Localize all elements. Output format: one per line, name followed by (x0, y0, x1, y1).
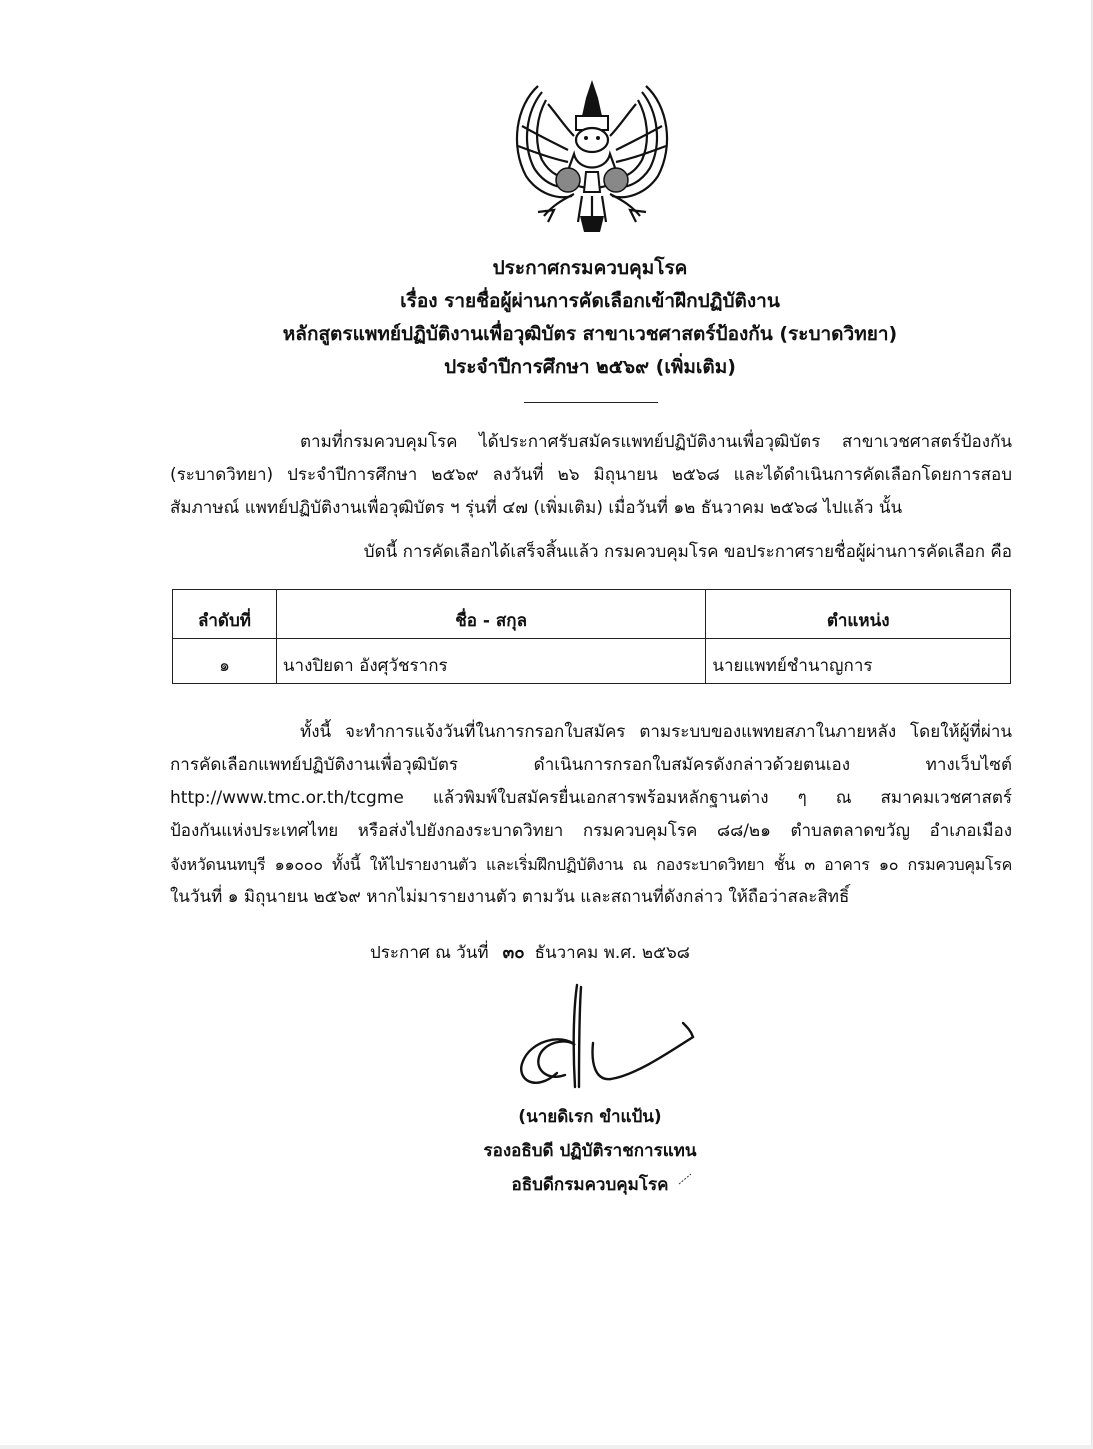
cell-name: นางปิยดา อังศุวัชรากร (276, 639, 705, 684)
paragraph-line: สัมภาษณ์ แพทย์ปฏิบัติงานเพื่อวุฒิบัตร ฯ รุ่นที่ ๔๗ (เพิ่มเติม) เมื่อวันที่ ๑๒ ธันวาคม ๒๕๖๘ ไปแล้ว นั้น (170, 498, 903, 518)
selected-candidates-table (172, 589, 1011, 684)
paragraph-line: ในวันที่ ๑ มิถุนายน ๒๕๖๙ หากไม่มารายงานตัว ตามวัน และสถานที่ดังกล่าว ให้ถือว่าสละสิทธิ์ (170, 887, 850, 907)
paragraph-instructions (170, 716, 1012, 914)
header-separator (524, 402, 658, 403)
header-line-1: ประกาศกรมควบคุมโรค (492, 257, 688, 279)
initial-mark-icon (678, 1172, 692, 1186)
signer-name: (นายดิเรก ขำแป้น) (518, 1107, 662, 1127)
paragraph-line: ตามที่กรมควบคุมโรค ได้ประกาศรับสมัครแพทย์ปฏิบัติงานเพื่อวุฒิบัตร สาขาเวชศาสตร์ป้องกัน (300, 432, 1012, 452)
paragraph-line: (ระบาดวิทยา) ประจำปีการศึกษา ๒๕๖๙ ลงวันที่ ๒๖ มิถุนายน ๒๕๖๘ และได้ดำเนินการคัดเลือกโดยการสอบ (170, 465, 1012, 485)
table-row (173, 639, 1011, 684)
paragraph-line: ป้องกันแห่งประเทศไทย หรือส่งไปยังกองระบาดวิทยา กรมควบคุมโรค ๘๘/๒๑ ตำบลตลาดขวัญ อำเภอเมือง (170, 821, 1012, 841)
column-header-position: ตำแหน่ง (706, 590, 1011, 639)
announcement-date (370, 938, 690, 968)
cell-position: นายแพทย์ชำนาญการ (706, 639, 1011, 684)
paragraph-intro (170, 426, 1012, 525)
paragraph-line: จังหวัดนนทบุรี ๑๑๐๐๐ ทั้งนี้ ให้ไปรายงานตัว และเริ่มฝึกปฏิบัติงาน ณ กองระบาดวิทยา ชั้น ๓ อาคาร ๑๐ กรมควบคุมโรค (170, 855, 1012, 874)
paragraph-line-url: http://www.tmc.or.th/tcgme แล้วพิมพ์ใบสมัครยื่นเอกสารพร้อมหลักฐานต่าง ๆ ณ สมาคมเวชศาสตร์ (170, 788, 1012, 808)
paragraph-line: บัดนี้ การคัดเลือกได้เสร็จสิ้นแล้ว กรมควบคุมโรค ขอประกาศรายชื่อผู้ผ่านการคัดเลือก คือ (363, 542, 1012, 562)
header-line-2: เรื่อง รายชื่อผู้ผ่านการคัดเลือกเข้าฝึกปฏิบัติงาน (400, 290, 780, 312)
column-header-name: ชื่อ - สกุล (276, 590, 705, 639)
announcement-header (160, 252, 1020, 384)
date-suffix: ธันวาคม พ.ศ. ๒๕๖๘ (534, 943, 690, 963)
signature-icon (515, 983, 705, 1093)
paragraph-line: การคัดเลือกแพทย์ปฏิบัติงานเพื่อวุฒิบัตร ดำเนินการกรอกใบสมัครดังกล่าวด้วยตนเอง ทางเว็บไซต์ (170, 755, 1012, 775)
signer-title-1: รองอธิบดี ปฏิบัติราชการแทน (483, 1141, 697, 1161)
date-prefix: ประกาศ ณ วันที่ (370, 943, 489, 963)
signer-block (440, 1100, 740, 1202)
table-header-row (173, 590, 1011, 639)
paragraph-announcement (170, 536, 1012, 569)
column-header-order: ลำดับที่ (173, 590, 277, 639)
header-line-4: ประจำปีการศึกษา ๒๕๖๙ (เพิ่มเติม) (444, 356, 736, 378)
garuda-emblem-icon (508, 76, 676, 236)
cell-order: ๑ (173, 639, 277, 684)
header-line-3: หลักสูตรแพทย์ปฏิบัติงานเพื่อวุฒิบัตร สาขาเวชศาสตร์ป้องกัน (ระบาดวิทยา) (282, 323, 898, 345)
signer-title-2: อธิบดีกรมควบคุมโรค (511, 1175, 669, 1195)
paragraph-line: ทั้งนี้ จะทำการแจ้งวันที่ในการกรอกใบสมัคร ตามระบบของแพทยสภาในภายหลัง โดยให้ผู้ที่ผ่าน (300, 722, 1012, 742)
date-day: ๓๐ (502, 943, 525, 963)
